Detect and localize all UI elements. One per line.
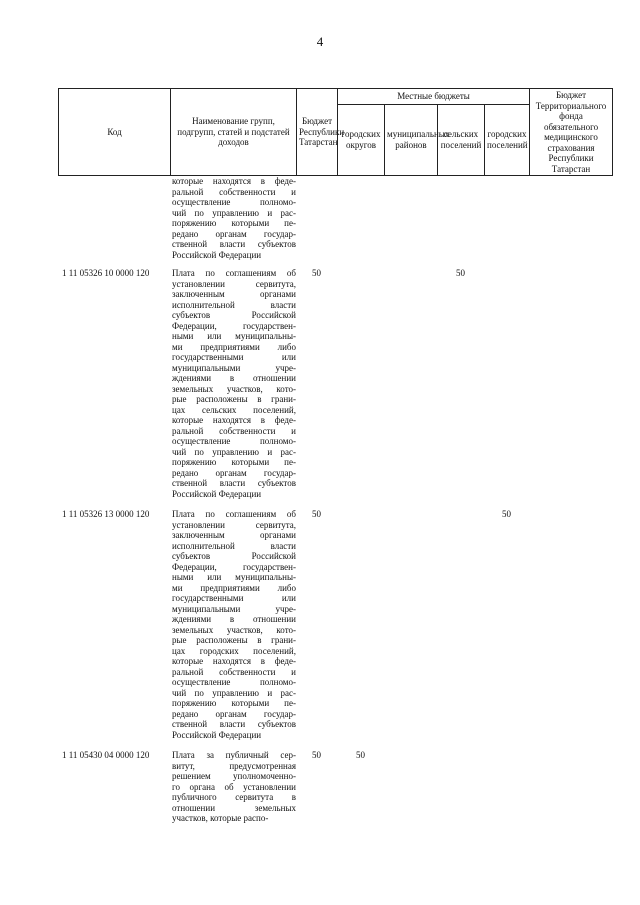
budget-table	[58, 88, 612, 834]
description-line: поряжению которыми пе-	[172, 457, 296, 467]
value-rt-budget: 50	[312, 268, 321, 278]
description-line: Российской Федерации	[172, 729, 262, 740]
description-line: которые находятся в феде-	[172, 415, 296, 425]
row-description	[172, 268, 296, 499]
description-line: ждениями в отношении	[172, 373, 296, 383]
description-line: земельных участков, кото-	[172, 624, 296, 635]
description-line: цах городских поселений,	[172, 645, 296, 656]
description-line: решением уполномоченно-	[172, 771, 296, 781]
table-row	[58, 750, 612, 834]
value-city-districts: 50	[356, 750, 365, 760]
page-number: 4	[316, 34, 324, 49]
description-line: заключенным органами	[172, 530, 296, 540]
description-line: государственными или	[172, 352, 296, 362]
description-line: муниципальными учре-	[172, 362, 296, 373]
description-line: отношении земельных	[172, 802, 296, 813]
row-description	[172, 176, 296, 260]
description-line: ственной власти субъектов	[172, 719, 296, 729]
description-line: которые находятся в феде-	[172, 176, 296, 186]
description-line: Плата по соглашениям об	[172, 268, 296, 278]
description-line: муниципальными учре-	[172, 603, 296, 614]
description-line: которые находятся в феде-	[172, 656, 296, 666]
description-line: рые расположены в грани-	[172, 635, 296, 645]
header-urban-settlements: городских поселений	[485, 104, 530, 175]
table-header	[58, 88, 613, 176]
description-line: субъектов Российской	[172, 310, 296, 320]
description-line: заключенным органами	[172, 289, 296, 299]
description-line: чий по управлению и рас-	[172, 207, 296, 218]
description-line: поряжению которыми пе-	[172, 218, 296, 228]
header-name: Наименование групп, подгрупп, статей и подстатей доходов	[171, 89, 297, 176]
description-line: витут, предусмотренная	[172, 760, 296, 771]
description-line: ждениями в отношении	[172, 614, 296, 624]
header-municipal-districts: муниципальных районов	[385, 104, 438, 175]
description-line: чий по управлению и рас-	[172, 446, 296, 457]
description-line: ральной собственности и	[172, 186, 296, 197]
value-rural-settlements: 50	[456, 268, 465, 278]
header-tfoms: Бюджет Территориального фонда обязательного медицинского страхования Республики Татарстан	[530, 89, 613, 176]
row-code: 1 11 05430 04 0000 120	[62, 750, 150, 760]
description-line: цах сельских поселений,	[172, 404, 296, 415]
description-line: установлении сервитута,	[172, 519, 296, 530]
description-line: Российской Федерации	[172, 488, 262, 499]
description-line: участков, которые распо-	[172, 813, 269, 823]
description-line: субъектов Российской	[172, 551, 296, 561]
row-description	[172, 509, 296, 740]
description-line: Российской Федерации	[172, 249, 262, 260]
description-line: осуществление полномо-	[172, 197, 296, 207]
description-line: публичного сервитута в	[172, 792, 296, 802]
description-line: редано органам государ-	[172, 228, 296, 239]
description-line: исполнительной власти	[172, 299, 296, 310]
description-line: ными или муниципальны-	[172, 572, 296, 582]
description-line: ми предприятиями либо	[172, 341, 296, 352]
description-line: Плата за публичный сер-	[172, 750, 296, 760]
value-rt-budget: 50	[312, 750, 321, 760]
description-line: установлении сервитута,	[172, 278, 296, 289]
table-row	[58, 509, 612, 750]
table-row	[58, 268, 612, 509]
description-line: го органа об установлении	[172, 781, 296, 792]
header-local-budgets: Местные бюджеты	[338, 89, 530, 105]
description-line: земельных участков, кото-	[172, 383, 296, 394]
description-line: ственной власти субъектов	[172, 239, 296, 249]
value-urban-settlements: 50	[502, 509, 511, 519]
row-code: 1 11 05326 10 0000 120	[62, 268, 150, 278]
description-line: осуществление полномо-	[172, 436, 296, 446]
description-line: поряжению которыми пе-	[172, 698, 296, 708]
header-rural-settlements: сельских поселений	[438, 104, 485, 175]
description-line: редано органам государ-	[172, 708, 296, 719]
description-line: ми предприятиями либо	[172, 582, 296, 593]
description-line: рые расположены в грани-	[172, 394, 296, 404]
description-line: Плата по соглашениям об	[172, 509, 296, 519]
description-line: ственной власти субъектов	[172, 478, 296, 488]
description-line: государственными или	[172, 593, 296, 603]
description-line: чий по управлению и рас-	[172, 687, 296, 698]
description-line: ными или муниципальны-	[172, 331, 296, 341]
table-body	[58, 176, 612, 834]
header-code: Код	[59, 89, 171, 176]
row-description	[172, 750, 296, 824]
description-line: ральной собственности и	[172, 666, 296, 677]
description-line: ральной собственности и	[172, 425, 296, 436]
value-rt-budget: 50	[312, 509, 321, 519]
row-code: 1 11 05326 13 0000 120	[62, 509, 150, 519]
description-line: осуществление полномо-	[172, 677, 296, 687]
header-rt-budget: Бюджет Республики Татарстан	[297, 89, 338, 176]
header-city-districts: городских округов	[338, 104, 385, 175]
description-line: Федерации, государствен-	[172, 320, 296, 331]
description-line: редано органам государ-	[172, 467, 296, 478]
description-line: исполнительной власти	[172, 540, 296, 551]
continuation-row	[58, 176, 612, 268]
description-line: Федерации, государствен-	[172, 561, 296, 572]
